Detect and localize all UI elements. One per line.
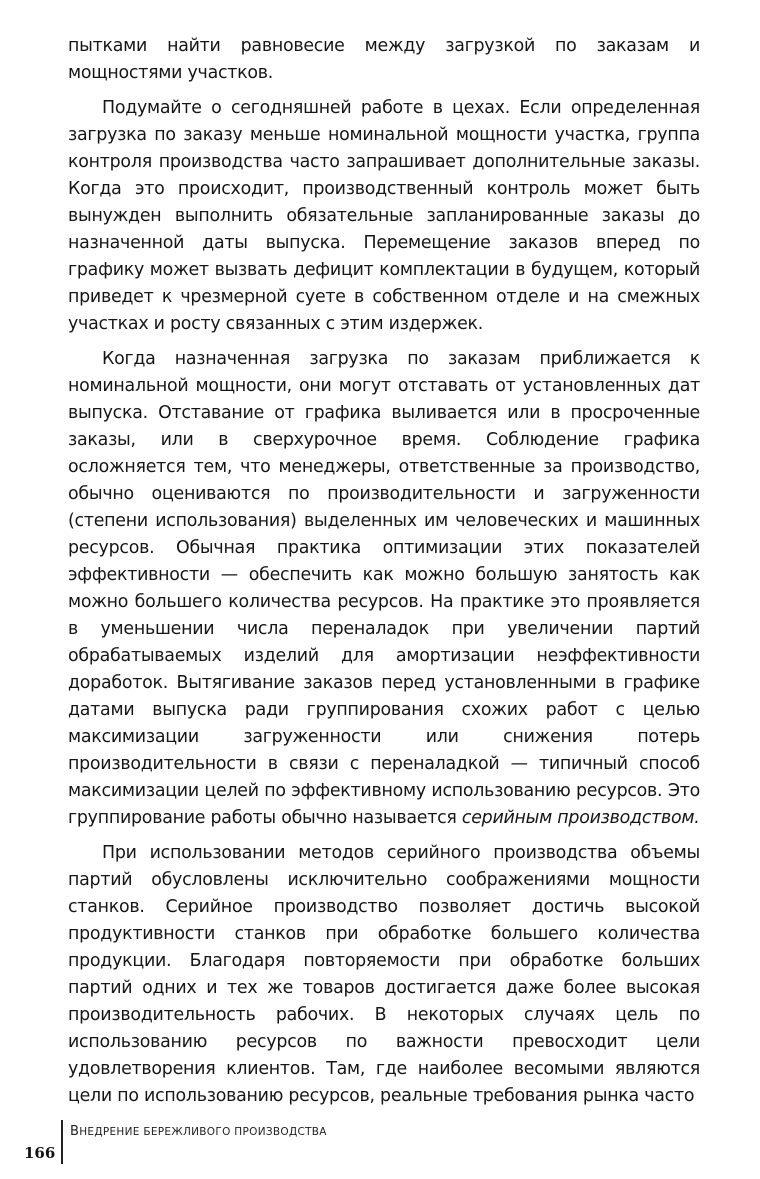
paragraph-batch-production: При использовании методов серийного производства объемы партий обусловлены исключительно соображениями мощности станков. Серийное производство позволяет достичь высокой продуктивности станков при обработке большего количества продукции. Благодаря повторяемости при обработке больших партий одних и тех же товаров достигается даже более высокая производительность рабочих. В некоторых случаях цель по использованию ресурсов по важности превосходит цели удовлетворения клиентов. Там, где наиболее весомыми являются цели по использованию ресурсов, реальные требования рынка часто (68, 843, 700, 1106)
page-number: 166 (24, 1144, 56, 1162)
emphasis-batch-production: серийным производством. (461, 808, 700, 828)
paragraph-capacity (68, 346, 700, 832)
paragraph-capacity-text: Когда назначенная загрузка по заказам приближается к номинальной мощности, они могут отставать от установленных дат выпуска. Отставание от графика выливается или в просроченные заказы, или в сверхурочное время. Соблюдение графика осложняется тем, что менеджеры, ответственные за производство, обычно оцениваются по производительности и загруженности (степени использования) выделенных им человеческих и машинных ресурсов. Обычная практика оптимизации этих показателей эффективности — обеспечить как можно большую занятость как можно большего количества ресурсов. На практике это проявляется в уменьшении числа переналадок при увеличении партий обрабатываемых изделий для амортизации неэффективности доработок. Вытягивание заказов перед установленными в графике датами выпуска ради группирования схожих работ с целью максимизации загруженности или снижения потерь производительности в связи с переналадкой — типичный способ максимизации целей по эффективному использованию ресурсов. Это группирование работы обычно называется (68, 349, 700, 828)
page-footer (0, 1118, 760, 1168)
running-title: ВНЕДРЕНИЕ БЕРЕЖЛИВОГО ПРОИЗВОДСТВА (70, 1124, 327, 1139)
paragraph-shop-floor: Подумайте о сегодняшней работе в цехах. Если определенная загрузка по заказу меньше номинальной мощности участка, группа контроля производства часто запрашивает дополнительные заказы. Когда это происходит, производственный контроль может быть вынужден выполнить обязательные запланированные заказы до назначенной даты выпуска. Перемещение заказов вперед по графику может вызвать дефицит комплектации в будущем, который приведет к чрезмерной суете в собственном отделе и на смежных участках и росту связанных с этим издержек. (68, 98, 700, 334)
footer-divider (61, 1120, 63, 1164)
page-body (68, 33, 700, 1118)
paragraph-continuation: пытками найти равновесие между загрузкой по заказам и мощностями участков. (68, 36, 700, 83)
